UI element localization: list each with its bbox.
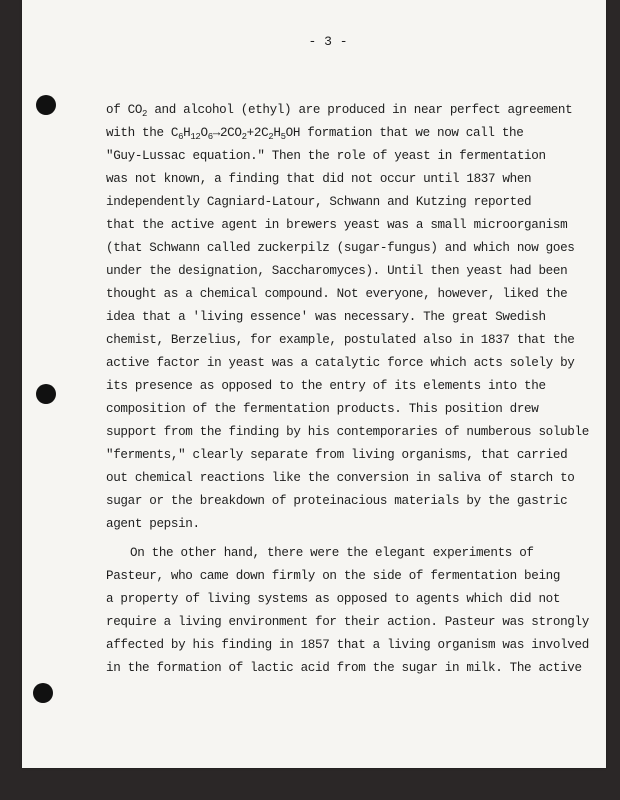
text-line: Pasteur, who came down firmly on the side of fermentation being <box>106 569 561 583</box>
punch-hole-middle <box>36 384 56 404</box>
text-line: in the formation of lactic acid from the sugar in milk. The active <box>106 661 582 675</box>
text-line: thought as a chemical compound. Not everyone, however, liked the <box>106 287 568 301</box>
punch-hole-top <box>36 95 56 115</box>
text-line: was not known, a finding that did not occur until 1837 when <box>106 172 532 186</box>
text-line: On the other hand, there were the elegant experiments of <box>130 546 534 560</box>
text-line: "Guy-Lussac equation." Then the role of yeast in fermentation <box>106 149 546 163</box>
text-line: its presence as opposed to the entry of its elements into the <box>106 379 546 393</box>
text-line: require a living environment for their action. Pasteur was strongly <box>106 615 589 629</box>
text-line: chemist, Berzelius, for example, postulated also in 1837 that the <box>106 333 575 347</box>
text-line: idea that a 'living essence' was necessary. The great Swedish <box>106 310 546 324</box>
page-number: - 3 - <box>308 34 348 49</box>
text-line: support from the finding by his contemporaries of numberous soluble <box>106 425 589 439</box>
punch-hole-bottom <box>33 683 53 703</box>
text-line: composition of the fermentation products. This position drew <box>106 402 539 416</box>
text-line: sugar or the breakdown of proteinacious materials by the gastric <box>106 494 568 508</box>
text-line: "ferments," clearly separate from living organisms, that carried <box>106 448 568 462</box>
text-line-formula: with the $C_6H_{12}O_6\to 2CO_2+2C_2H_5OH$ formation that we now call the <box>106 126 524 142</box>
text-line: active factor in yeast was a catalytic force which acts solely by <box>106 356 575 370</box>
text-line: independently Cagniard-Latour, Schwann and Kutzing reported <box>106 195 532 209</box>
text-line: out chemical reactions like the conversion in saliva of starch to <box>106 471 575 485</box>
text-line: (that Schwann called zuckerpilz (sugar-fungus) and which now goes <box>106 241 575 255</box>
text-line: of $CO_2$ and alcohol (ethyl) are produced in near perfect agreement <box>106 103 573 119</box>
text-line: agent pepsin. <box>106 517 200 531</box>
text-line: that the active agent in brewers yeast was a small microorganism <box>106 218 568 232</box>
text-line: under the designation, Saccharomyces). Until then yeast had been <box>106 264 568 278</box>
text-line: a property of living systems as opposed to agents which did not <box>106 592 561 606</box>
text-line: affected by his finding in 1857 that a living organism was involved <box>106 638 589 652</box>
